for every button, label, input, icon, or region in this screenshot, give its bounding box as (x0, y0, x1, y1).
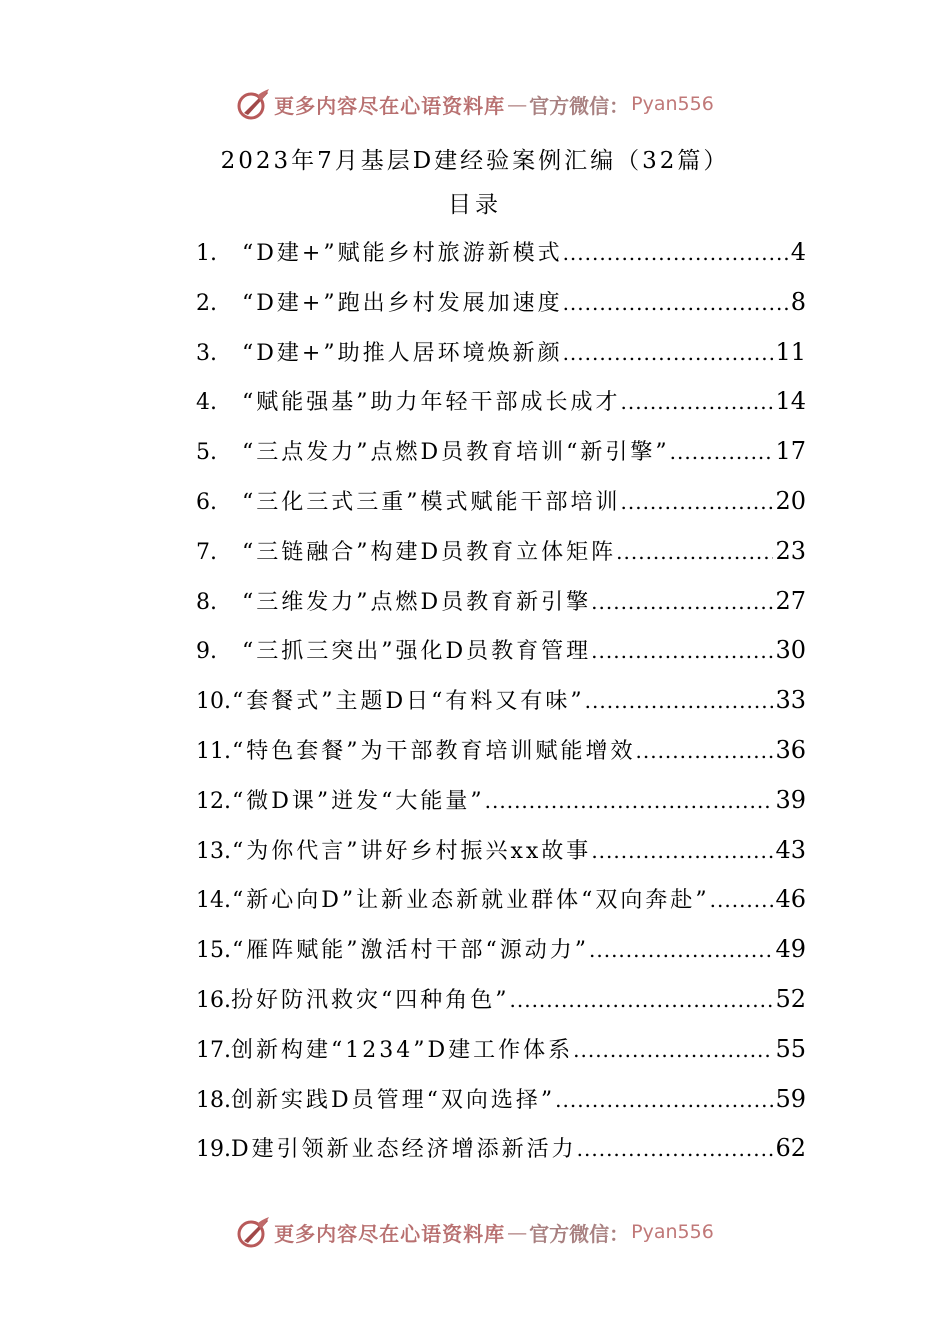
toc-entry-page-number: 27 (775, 586, 806, 615)
toc-entry[interactable] (196, 435, 806, 485)
toc-entry-number: 16. (196, 987, 231, 1013)
toc-entry-title: 创新实践D员管理“双向选择” (231, 1087, 556, 1113)
toc-heading: 目录 (448, 192, 502, 218)
watermark-header (0, 84, 950, 124)
toc-entry-number: 11. (196, 738, 231, 764)
toc-entry-number: 17. (196, 1037, 231, 1063)
toc-entry-title: “三维发力”点燃D员教育新引擎 (242, 589, 592, 615)
toc-dot-leader (577, 1137, 774, 1161)
watermark-wechat-id: Pyan556 (631, 1221, 714, 1243)
toc-entry-title: “三化三式三重”模式赋能干部培训 (242, 489, 621, 515)
watermark-separator: — (507, 92, 528, 116)
toc-entry[interactable] (196, 236, 806, 286)
toc-entry-page-number: 39 (775, 785, 806, 814)
toc-entry[interactable] (196, 883, 806, 933)
toc-entry-page-number: 14 (775, 387, 806, 416)
toc-dot-leader (510, 988, 774, 1012)
watermark-footer (0, 1212, 950, 1252)
toc-entry-number: 3. (196, 340, 217, 366)
toc-entry-number: 12. (196, 788, 231, 814)
toc-entry[interactable] (196, 1132, 806, 1182)
toc-entry-page-number: 17 (775, 437, 806, 466)
toc-entry-page-number: 33 (775, 686, 806, 715)
toc-entry-page-number: 20 (775, 486, 806, 515)
toc-entry-number: 5. (196, 440, 217, 466)
toc-entry[interactable] (196, 585, 806, 635)
toc-dot-leader (710, 888, 774, 912)
toc-entry-number: 15. (196, 938, 231, 964)
toc-entry-page-number: 49 (775, 935, 806, 964)
toc-entry[interactable] (196, 1083, 806, 1133)
toc-entry-page-number: 11 (775, 337, 806, 366)
toc-entry-page-number: 23 (775, 536, 806, 565)
toc-entry-title: “特色套餐”为干部教育培训赋能增效 (232, 738, 636, 764)
toc-entry-title: D建引领新业态经济增添新活力 (231, 1137, 577, 1163)
toc-entry-number: 8. (196, 589, 217, 615)
toc-entry[interactable] (196, 684, 806, 734)
toc-entry-number: 2. (196, 290, 217, 316)
toc-dot-leader (563, 241, 789, 265)
toc-entry-number: 18. (196, 1087, 231, 1113)
toc-entry-page-number: 8 (790, 287, 806, 316)
toc-entry-title: “微D课”迸发“大能量” (232, 788, 485, 814)
toc-entry-page-number: 4 (790, 238, 806, 266)
toc-entry-page-number: 55 (775, 1034, 806, 1063)
watermark-text: 更多内容尽在心语资料库 (274, 93, 506, 118)
toc-dot-leader (589, 938, 773, 962)
watermark-text: 更多内容尽在心语资料库 (274, 1221, 506, 1246)
toc-entry-number: 6. (196, 489, 217, 515)
toc-entry-title: “三链融合”构建D员教育立体矩阵 (242, 539, 617, 565)
toc-entry-number: 19. (196, 1137, 231, 1163)
document-title: 2023年7月基层D建经验案例汇编（32篇） (220, 148, 730, 174)
toc-dot-leader (591, 590, 773, 614)
toc-entry-title: “为你代言”讲好乡村振兴xx故事 (232, 838, 592, 864)
watermark-separator: — (507, 1220, 528, 1244)
toc-entry[interactable] (196, 485, 806, 535)
toc-entry-page-number: 62 (775, 1134, 806, 1163)
toc-entry[interactable] (196, 634, 806, 684)
toc-entry-title: “赋能强基”助力年轻干部成长成才 (242, 390, 621, 416)
toc-entry-title: “D建+”助推人居环境焕新颜 (242, 340, 563, 366)
toc-dot-leader (563, 291, 789, 315)
toc-entry-title: “雁阵赋能”激活村干部“源动力” (232, 938, 589, 964)
toc-entry[interactable] (196, 535, 806, 585)
toc-dot-leader (616, 540, 773, 564)
toc-entry[interactable] (196, 983, 806, 1033)
toc-dot-leader (485, 789, 774, 813)
toc-entry-number: 9. (196, 639, 217, 665)
toc-dot-leader (585, 689, 774, 713)
toc-dot-leader (621, 490, 774, 514)
toc-dot-leader (591, 839, 773, 863)
toc-entry-number: 10. (196, 689, 231, 715)
toc-entry-title: 创新构建“1234”D建工作体系 (231, 1037, 574, 1063)
toc-entry-number: 13. (196, 838, 231, 864)
toc-dot-leader (670, 440, 774, 464)
toc-entry-number: 1. (196, 241, 217, 266)
toc-entry-title: “三抓三突出”强化D员教育管理 (242, 639, 592, 665)
toc-entry-title: “套餐式”主题D日“有料又有味” (232, 689, 585, 715)
toc-entry[interactable] (196, 734, 806, 784)
toc-entry[interactable] (196, 336, 806, 386)
quill-logo-icon (236, 87, 270, 121)
toc-entry[interactable] (196, 286, 806, 336)
toc-dot-leader (636, 739, 774, 763)
toc-dot-leader (591, 639, 773, 663)
toc-dot-leader (621, 390, 774, 414)
toc-entry-number: 4. (196, 390, 217, 416)
table-of-contents (196, 236, 806, 1182)
toc-entry-number: 7. (196, 539, 217, 565)
toc-dot-leader (573, 1038, 773, 1062)
toc-entry-page-number: 30 (775, 636, 806, 665)
toc-entry-title: “三点发力”点燃D员教育培训“新引擎” (242, 440, 670, 466)
toc-dot-leader (555, 1088, 773, 1112)
toc-entry-page-number: 46 (775, 885, 806, 914)
toc-entry[interactable] (196, 933, 806, 983)
toc-entry[interactable] (196, 385, 806, 435)
toc-entry-title: “D建+”跑出乡村发展加速度 (242, 290, 563, 316)
watermark-official-label: 官方微信： (529, 1221, 630, 1246)
toc-entry-title: “新心向D”让新业态新就业群体“双向奔赴” (232, 888, 710, 914)
toc-entry[interactable] (196, 1033, 806, 1083)
watermark-wechat-id: Pyan556 (631, 93, 714, 115)
toc-entry[interactable] (196, 784, 806, 834)
toc-entry-title: “D建+”赋能乡村旅游新模式 (242, 241, 563, 266)
toc-entry[interactable] (196, 834, 806, 884)
toc-entry-title: 扮好防汛救灾“四种角色” (231, 987, 510, 1013)
watermark-official-label: 官方微信： (529, 93, 630, 118)
quill-logo-icon (236, 1215, 270, 1249)
toc-entry-page-number: 59 (775, 1084, 806, 1113)
toc-entry-number: 14. (196, 888, 231, 914)
toc-entry-page-number: 43 (775, 835, 806, 864)
toc-entry-page-number: 52 (775, 984, 806, 1013)
toc-entry-page-number: 36 (775, 735, 806, 764)
toc-dot-leader (563, 341, 774, 365)
